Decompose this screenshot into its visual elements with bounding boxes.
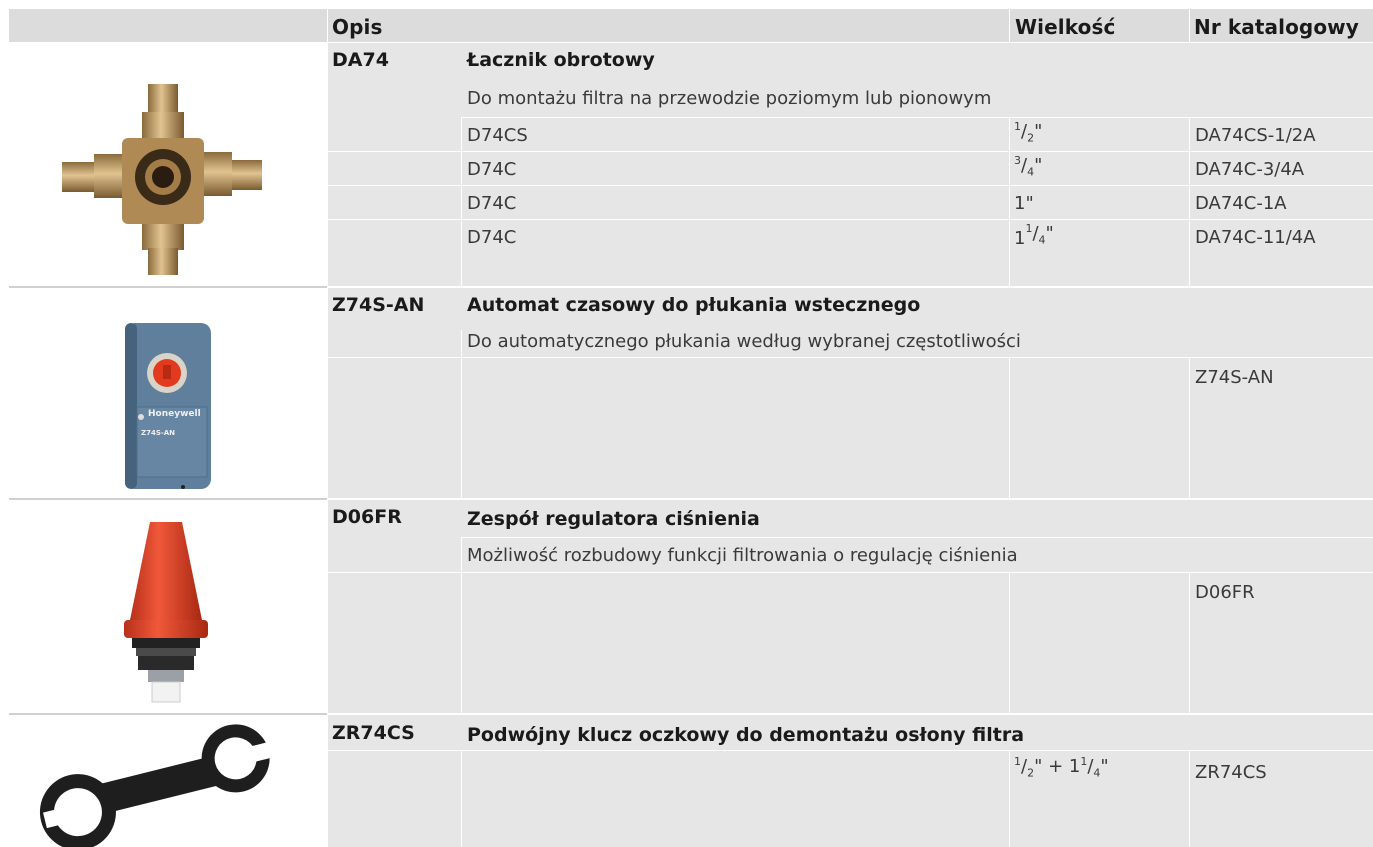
variant-size: $^1/_2$" + $1^1/_4$" xyxy=(1014,755,1109,780)
backwash-timer-image xyxy=(123,319,213,491)
product-description: Do montażu filtra na przewodzie poziomym lub pionowym xyxy=(467,88,992,109)
product-description: Możliwość rozbudowy funkcji filtrowania o regulację ciśnienia xyxy=(467,545,1018,566)
header-opis xyxy=(328,9,1009,42)
variant-catalog-number: DA74C-11/4A xyxy=(1195,227,1316,248)
variant-catalog-number: DA74C-3/4A xyxy=(1195,159,1305,180)
product-title: Zespół regulatora ciśnienia xyxy=(467,508,760,530)
variant-name: D74C xyxy=(467,159,517,180)
device-model-text: Z74S-AN xyxy=(141,429,176,437)
header-wielkosc xyxy=(1010,9,1189,42)
pressure-regulator-image xyxy=(120,516,212,706)
header-blank-cell xyxy=(9,9,327,42)
double-wrench-image xyxy=(30,722,285,847)
product-title: Podwójny klucz oczkowy do demontażu osłony filtra xyxy=(467,724,1025,746)
variant-size: $1^1/_4$" xyxy=(1014,222,1054,249)
variant-catalog-number: DA74C-1A xyxy=(1195,193,1287,214)
variant-name: D74C xyxy=(467,193,517,214)
variant-catalog-number: ZR74CS xyxy=(1195,762,1267,783)
product-code: D06FR xyxy=(332,506,402,528)
product-block-z74s xyxy=(328,288,1373,498)
product-title: Łacznik obrotowy xyxy=(467,49,655,71)
variant-catalog-number: DA74CS-1/2A xyxy=(1195,125,1316,146)
variant-catalog-number: D06FR xyxy=(1195,582,1255,603)
variant-name: D74CS xyxy=(467,125,528,146)
product-title: Automat czasowy do płukania wstecznego xyxy=(467,294,921,316)
variant-size: $^1/_2$" xyxy=(1014,120,1043,145)
product-code: DA74 xyxy=(332,49,389,71)
variant-catalog-number: Z74S-AN xyxy=(1195,367,1274,388)
product-block-d06fr xyxy=(328,500,1373,713)
product-description: Do automatycznego płukania według wybranej częstotliwości xyxy=(467,331,1021,352)
header-nr xyxy=(1190,9,1373,42)
variant-name: D74C xyxy=(467,227,517,248)
header-opis-label: Opis xyxy=(332,15,383,39)
device-brand-text: Honeywell xyxy=(148,409,201,419)
variant-size: 1" xyxy=(1014,193,1034,214)
header-nr-label: Nr katalogowy xyxy=(1194,15,1359,39)
product-code: Z74S-AN xyxy=(332,294,425,316)
header-wielkosc-label: Wielkość xyxy=(1015,15,1116,39)
swivel-connector-image xyxy=(60,82,270,277)
product-code: ZR74CS xyxy=(332,722,415,744)
variant-size: $^3/_4$" xyxy=(1014,154,1043,179)
